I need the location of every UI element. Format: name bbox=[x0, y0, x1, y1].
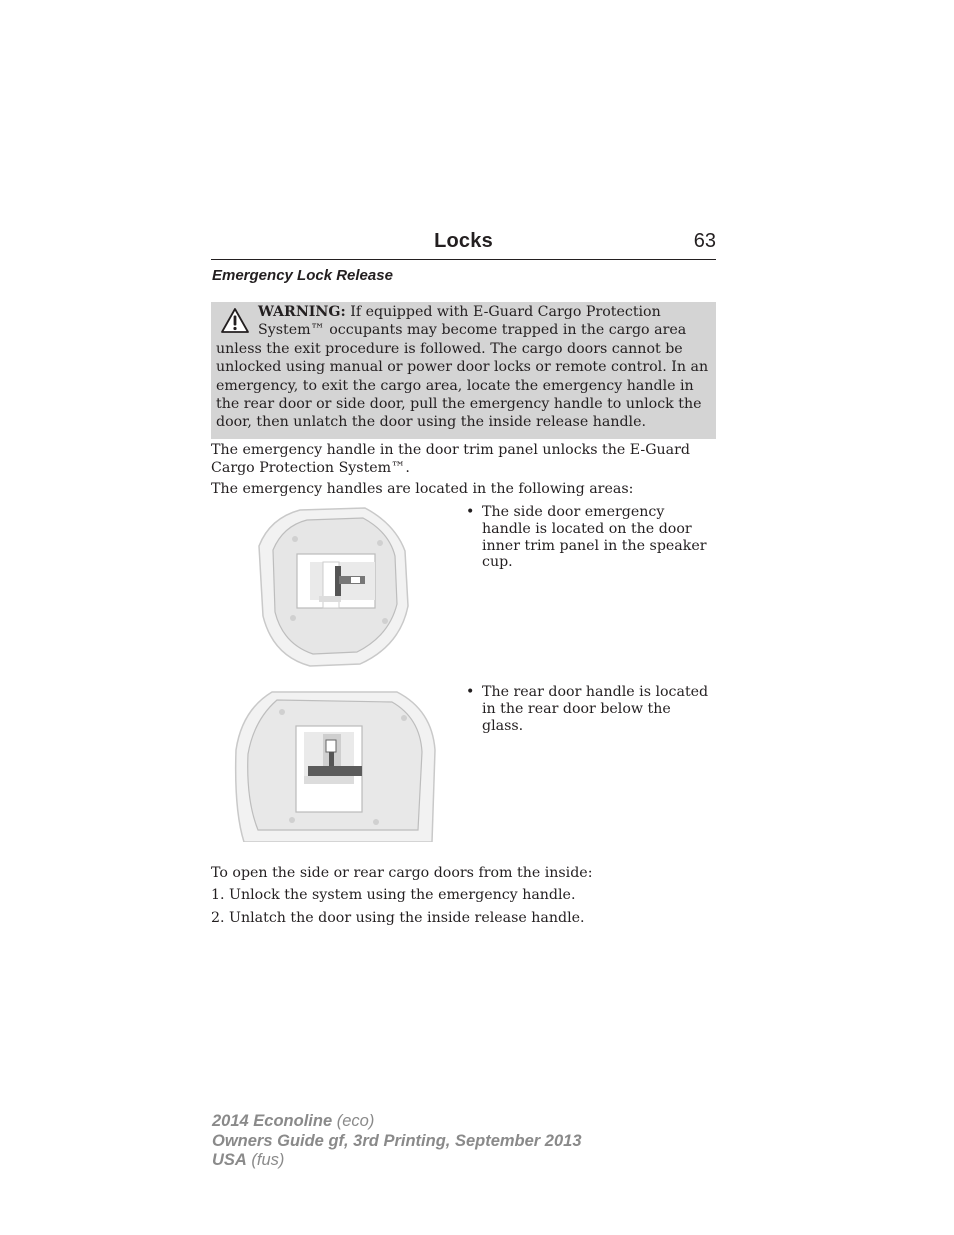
footer-line-1 bbox=[212, 1112, 582, 1132]
warning-label: WARNING: bbox=[258, 304, 346, 320]
bullet-rear-door bbox=[466, 684, 716, 734]
bullet-marker: • bbox=[466, 504, 475, 520]
warning-box bbox=[211, 302, 716, 439]
footer-model-code: (eco) bbox=[332, 1112, 375, 1130]
footer-line-2: Owners Guide gf, 3rd Printing, September 2013 bbox=[212, 1131, 582, 1150]
procedure-intro: To open the side or rear cargo doors from the inside: bbox=[211, 865, 593, 881]
section-title: Locks bbox=[434, 230, 493, 252]
procedure-step-1: 1. Unlock the system using the emergency handle. bbox=[211, 887, 576, 903]
footer-line-3 bbox=[212, 1151, 582, 1171]
locations-paragraph: The emergency handles are located in the following areas: bbox=[211, 481, 634, 497]
intro-paragraph: The emergency handle in the door trim panel unlocks the E-Guard Cargo Protection System™. bbox=[211, 442, 691, 476]
warning-text bbox=[216, 303, 712, 432]
bullet-text: The side door emergency handle is located on the door inner trim panel in the speaker cup. bbox=[482, 504, 707, 571]
warning-body: If equipped with E-Guard Cargo Protection System™ occupants may become trapped in the cargo area unless the exit procedure is followed. The cargo doors cannot be unlocked using manual or power door locks or remote control. In an emergency, to exit the cargo area, locate the emergency handle in the rear door or side door, pull the emergency handle to unlock the door, then unlatch the door using the inside release handle. bbox=[216, 304, 709, 431]
bullet-marker: • bbox=[466, 684, 475, 700]
bullet-side-door bbox=[466, 504, 716, 571]
subheading: Emergency Lock Release bbox=[212, 267, 393, 284]
footer-region: USA bbox=[212, 1151, 247, 1169]
footer-region-code: (fus) bbox=[246, 1151, 285, 1169]
page-number: 63 bbox=[693, 230, 716, 252]
side-door-handle-illustration bbox=[255, 506, 410, 668]
bullet-text: The rear door handle is located in the rear door below the glass. bbox=[482, 684, 709, 734]
page-footer bbox=[212, 1112, 582, 1171]
rear-door-handle-illustration bbox=[232, 690, 437, 842]
footer-model: 2014 Econoline bbox=[212, 1112, 333, 1130]
procedure-step-2: 2. Unlatch the door using the inside release handle. bbox=[211, 910, 585, 926]
page-header bbox=[211, 229, 716, 260]
